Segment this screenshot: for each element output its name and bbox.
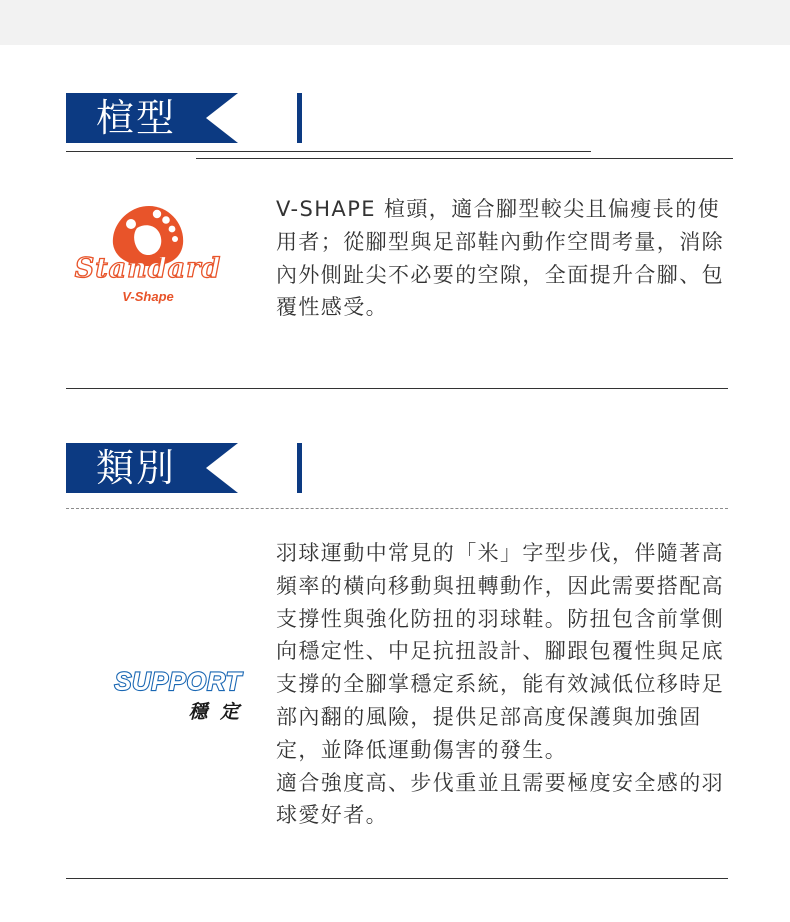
section-description	[276, 537, 730, 832]
divider-line	[196, 158, 733, 159]
divider-line	[66, 878, 728, 879]
top-band	[0, 0, 790, 45]
shape-label: V-Shape	[122, 289, 174, 304]
description-paragraph: V-SHAPE 楦頭，適合腳型較尖且偏瘦長的使用者；從腳型與足部鞋內動作空間考量，消除內外側趾尖不必要的空隙，全面提升合腳、包覆性感受。	[276, 197, 724, 320]
section-header-category	[66, 443, 236, 493]
divider-line	[66, 151, 591, 152]
description-paragraph: 適合強度高、步伐重並且需要極度安全感的羽球愛好者。	[276, 770, 724, 828]
standard-logo	[62, 200, 234, 316]
chevron-left-icon	[202, 443, 302, 493]
section-header-last	[66, 93, 236, 143]
section-title: 類別	[66, 443, 202, 493]
divider-line	[66, 388, 728, 389]
section-title: 楦型	[66, 93, 202, 143]
support-cn-label: 穩 定	[188, 701, 242, 723]
support-logo	[60, 668, 242, 728]
description-paragraph: 羽球運動中常見的「米」字型步伐，伴隨著高頻率的橫向移動與扭轉動作，因此需要搭配高支撐性與強化防扭的羽球鞋。防扭包含前掌側向穩定性、中足抗扭設計、腳跟包覆性與足底支撐的全腳掌穩定系統，能有效減低位移時足部內翻的風險，提供足部高度保護與加強固定，並降低運動傷害的發生。	[276, 541, 724, 762]
chevron-left-icon	[202, 93, 302, 143]
brand-text: Standard	[74, 253, 222, 284]
dashed-divider	[66, 508, 728, 509]
section-description	[276, 193, 730, 324]
brand-text: SUPPORT	[114, 668, 242, 696]
